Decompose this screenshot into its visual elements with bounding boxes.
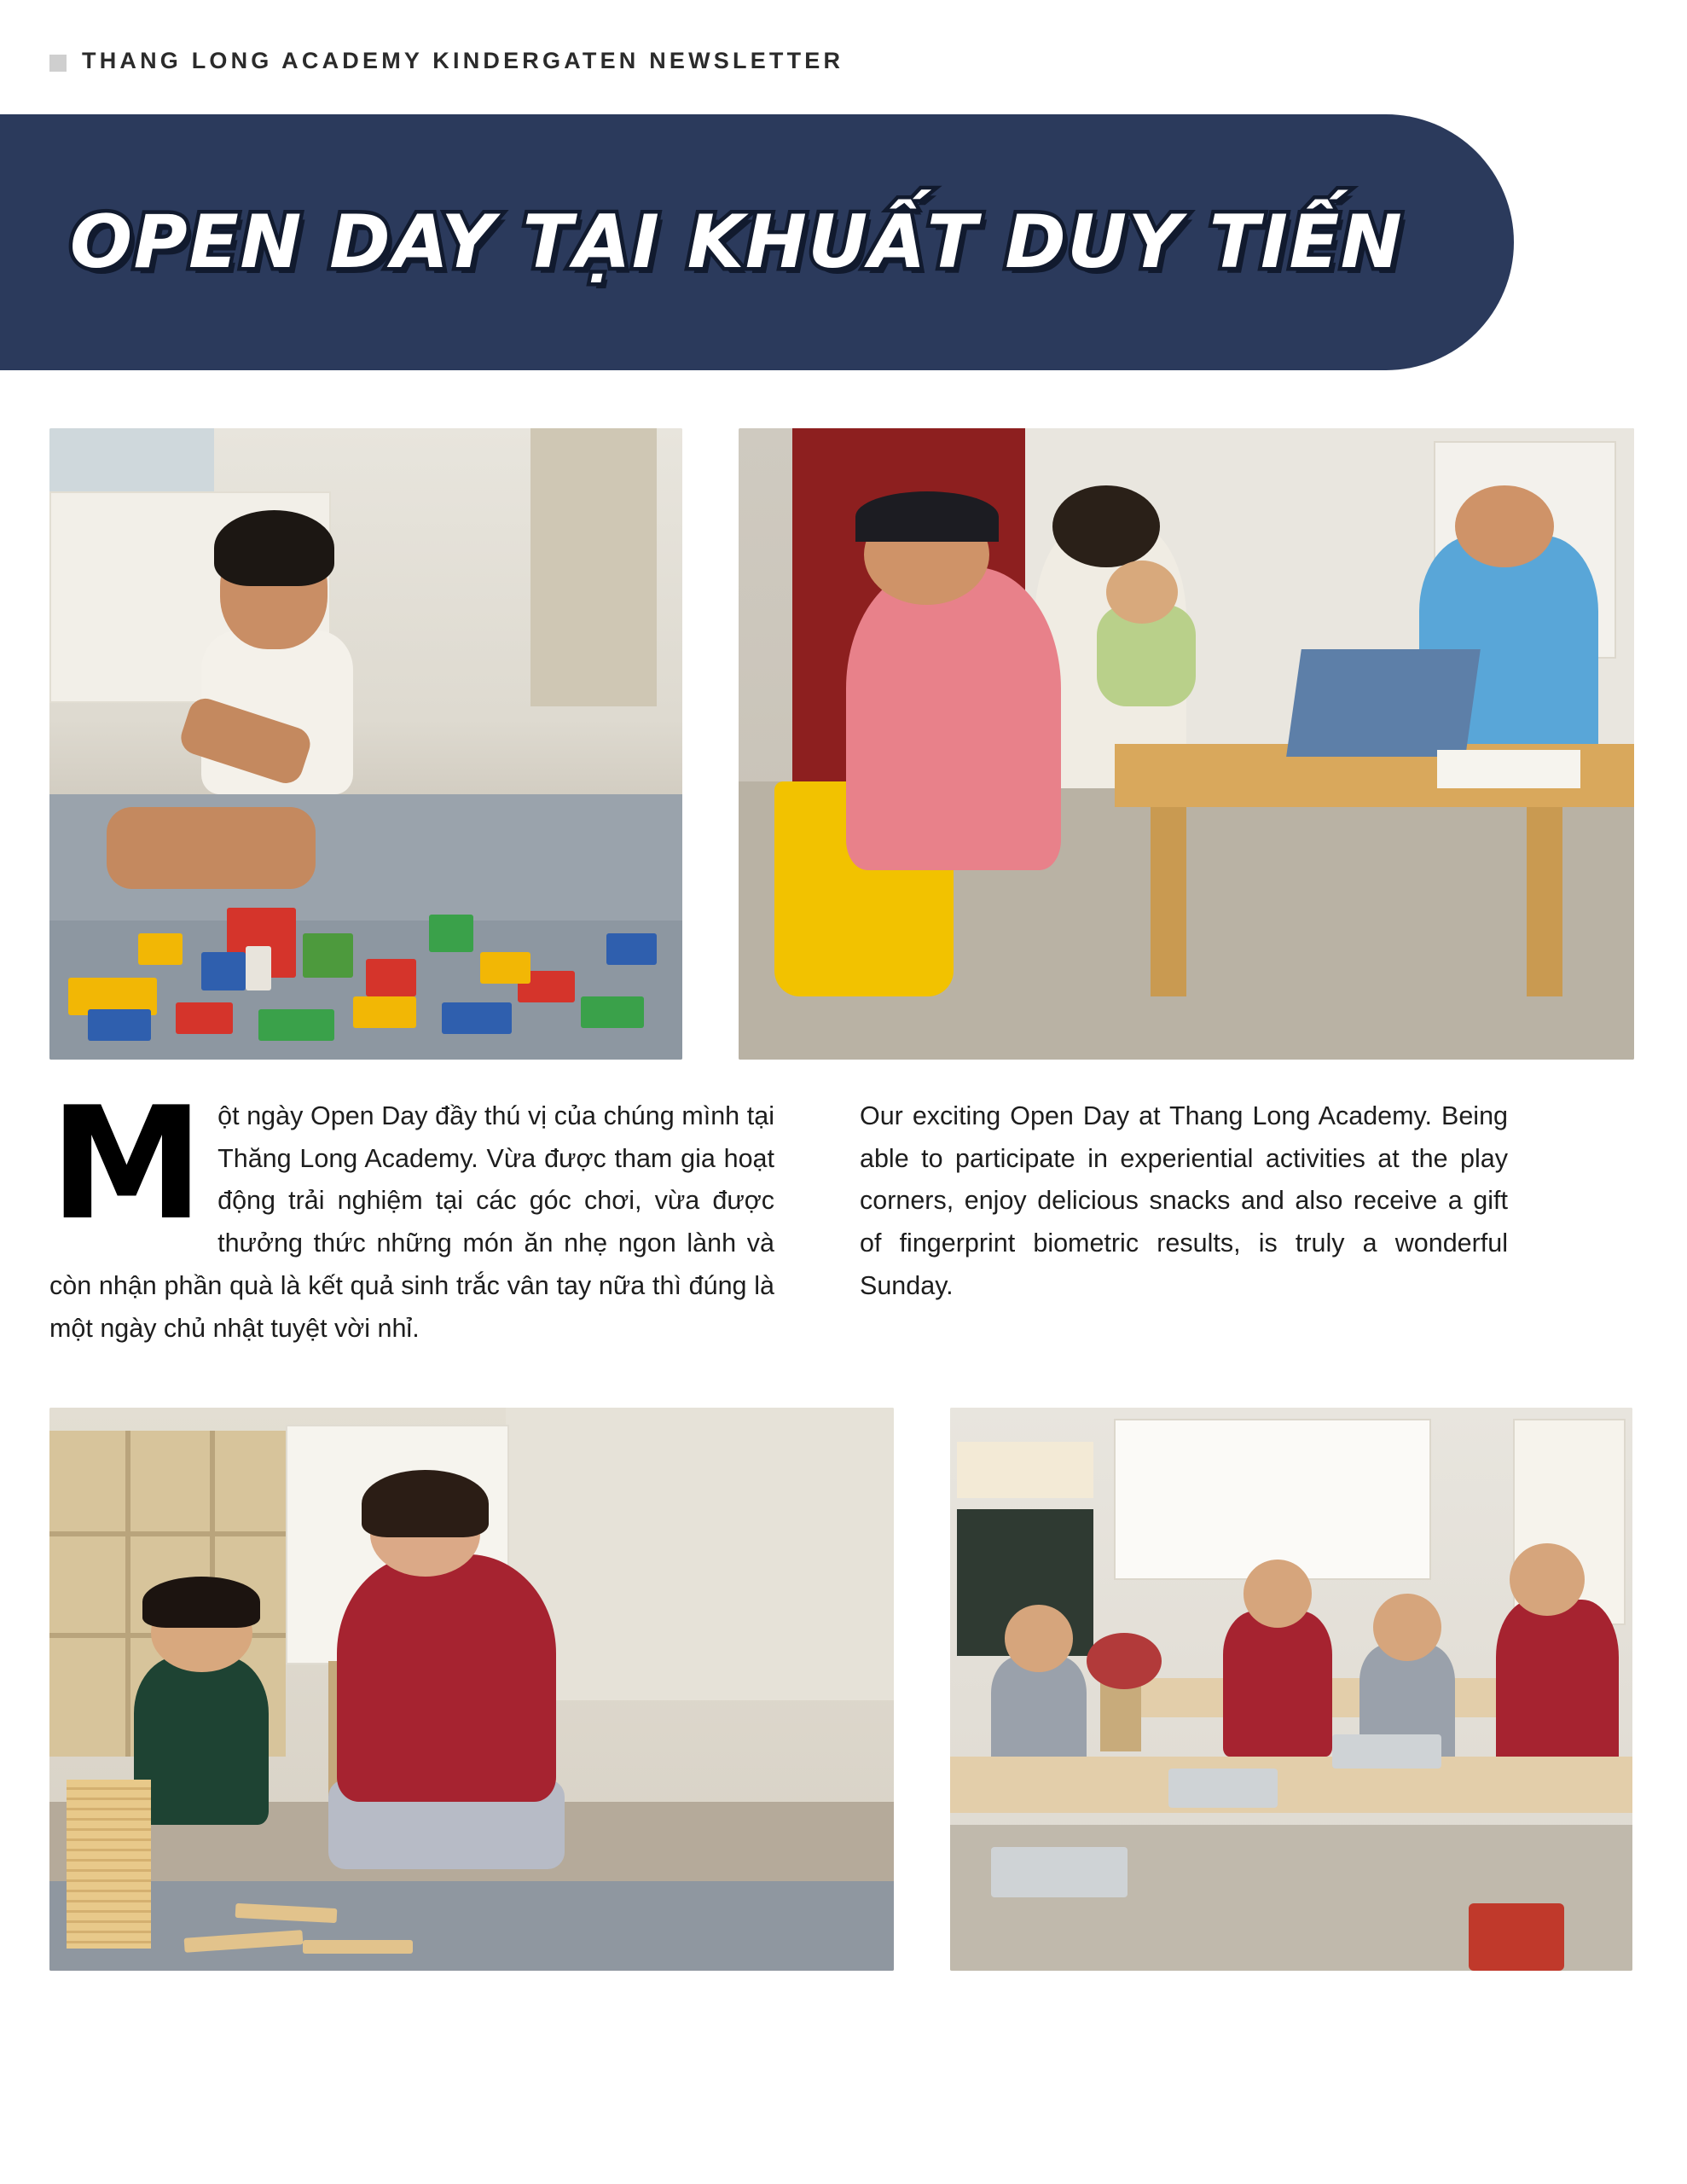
article: [0, 1073, 1687, 1350]
photo-steam-classroom-activity: [950, 1408, 1632, 1971]
dropcap: M: [49, 1073, 205, 1254]
newsletter-title: THANG LONG ACADEMY KINDERGATEN NEWSLETTER: [82, 48, 844, 73]
article-column-vietnamese: [49, 1073, 774, 1350]
article-body-english: Our exciting Open Day at Thang Long Academy. Being able to participate in experiential activities at the play corners, enjoy delicious snacks and also receive a gift of fingerprint biometric results, is truly a wonderful Sunday.: [860, 1101, 1508, 1300]
photo-row-top: [0, 428, 1687, 1060]
page-header: [0, 0, 1687, 74]
article-column-english: [860, 1095, 1508, 1350]
square-marker-icon: [49, 55, 67, 72]
banner: [0, 114, 1514, 370]
photo-parents-consultation-desk: [739, 428, 1634, 1060]
photo-row-bottom: [0, 1408, 1687, 1971]
article-body-vietnamese: ột ngày Open Day đầy thú vị của chúng mình tại Thăng Long Academy. Vừa được tham gia hoạt động trải nghiệm tại các góc chơi, vừa được thưởng thức những món ăn nhẹ ngon lành và còn nhận phần quà là kết quả sinh trắc vân tay nữa thì đúng là một ngày chủ nhật tuyệt vời nhỉ.: [49, 1101, 774, 1343]
photo-teacher-and-child-wooden-blocks: [49, 1408, 894, 1971]
banner-title: OPEN DAY TẠI KHUẤT DUY TIẾN: [70, 200, 1404, 285]
photo-boy-building-blocks: [49, 428, 682, 1060]
